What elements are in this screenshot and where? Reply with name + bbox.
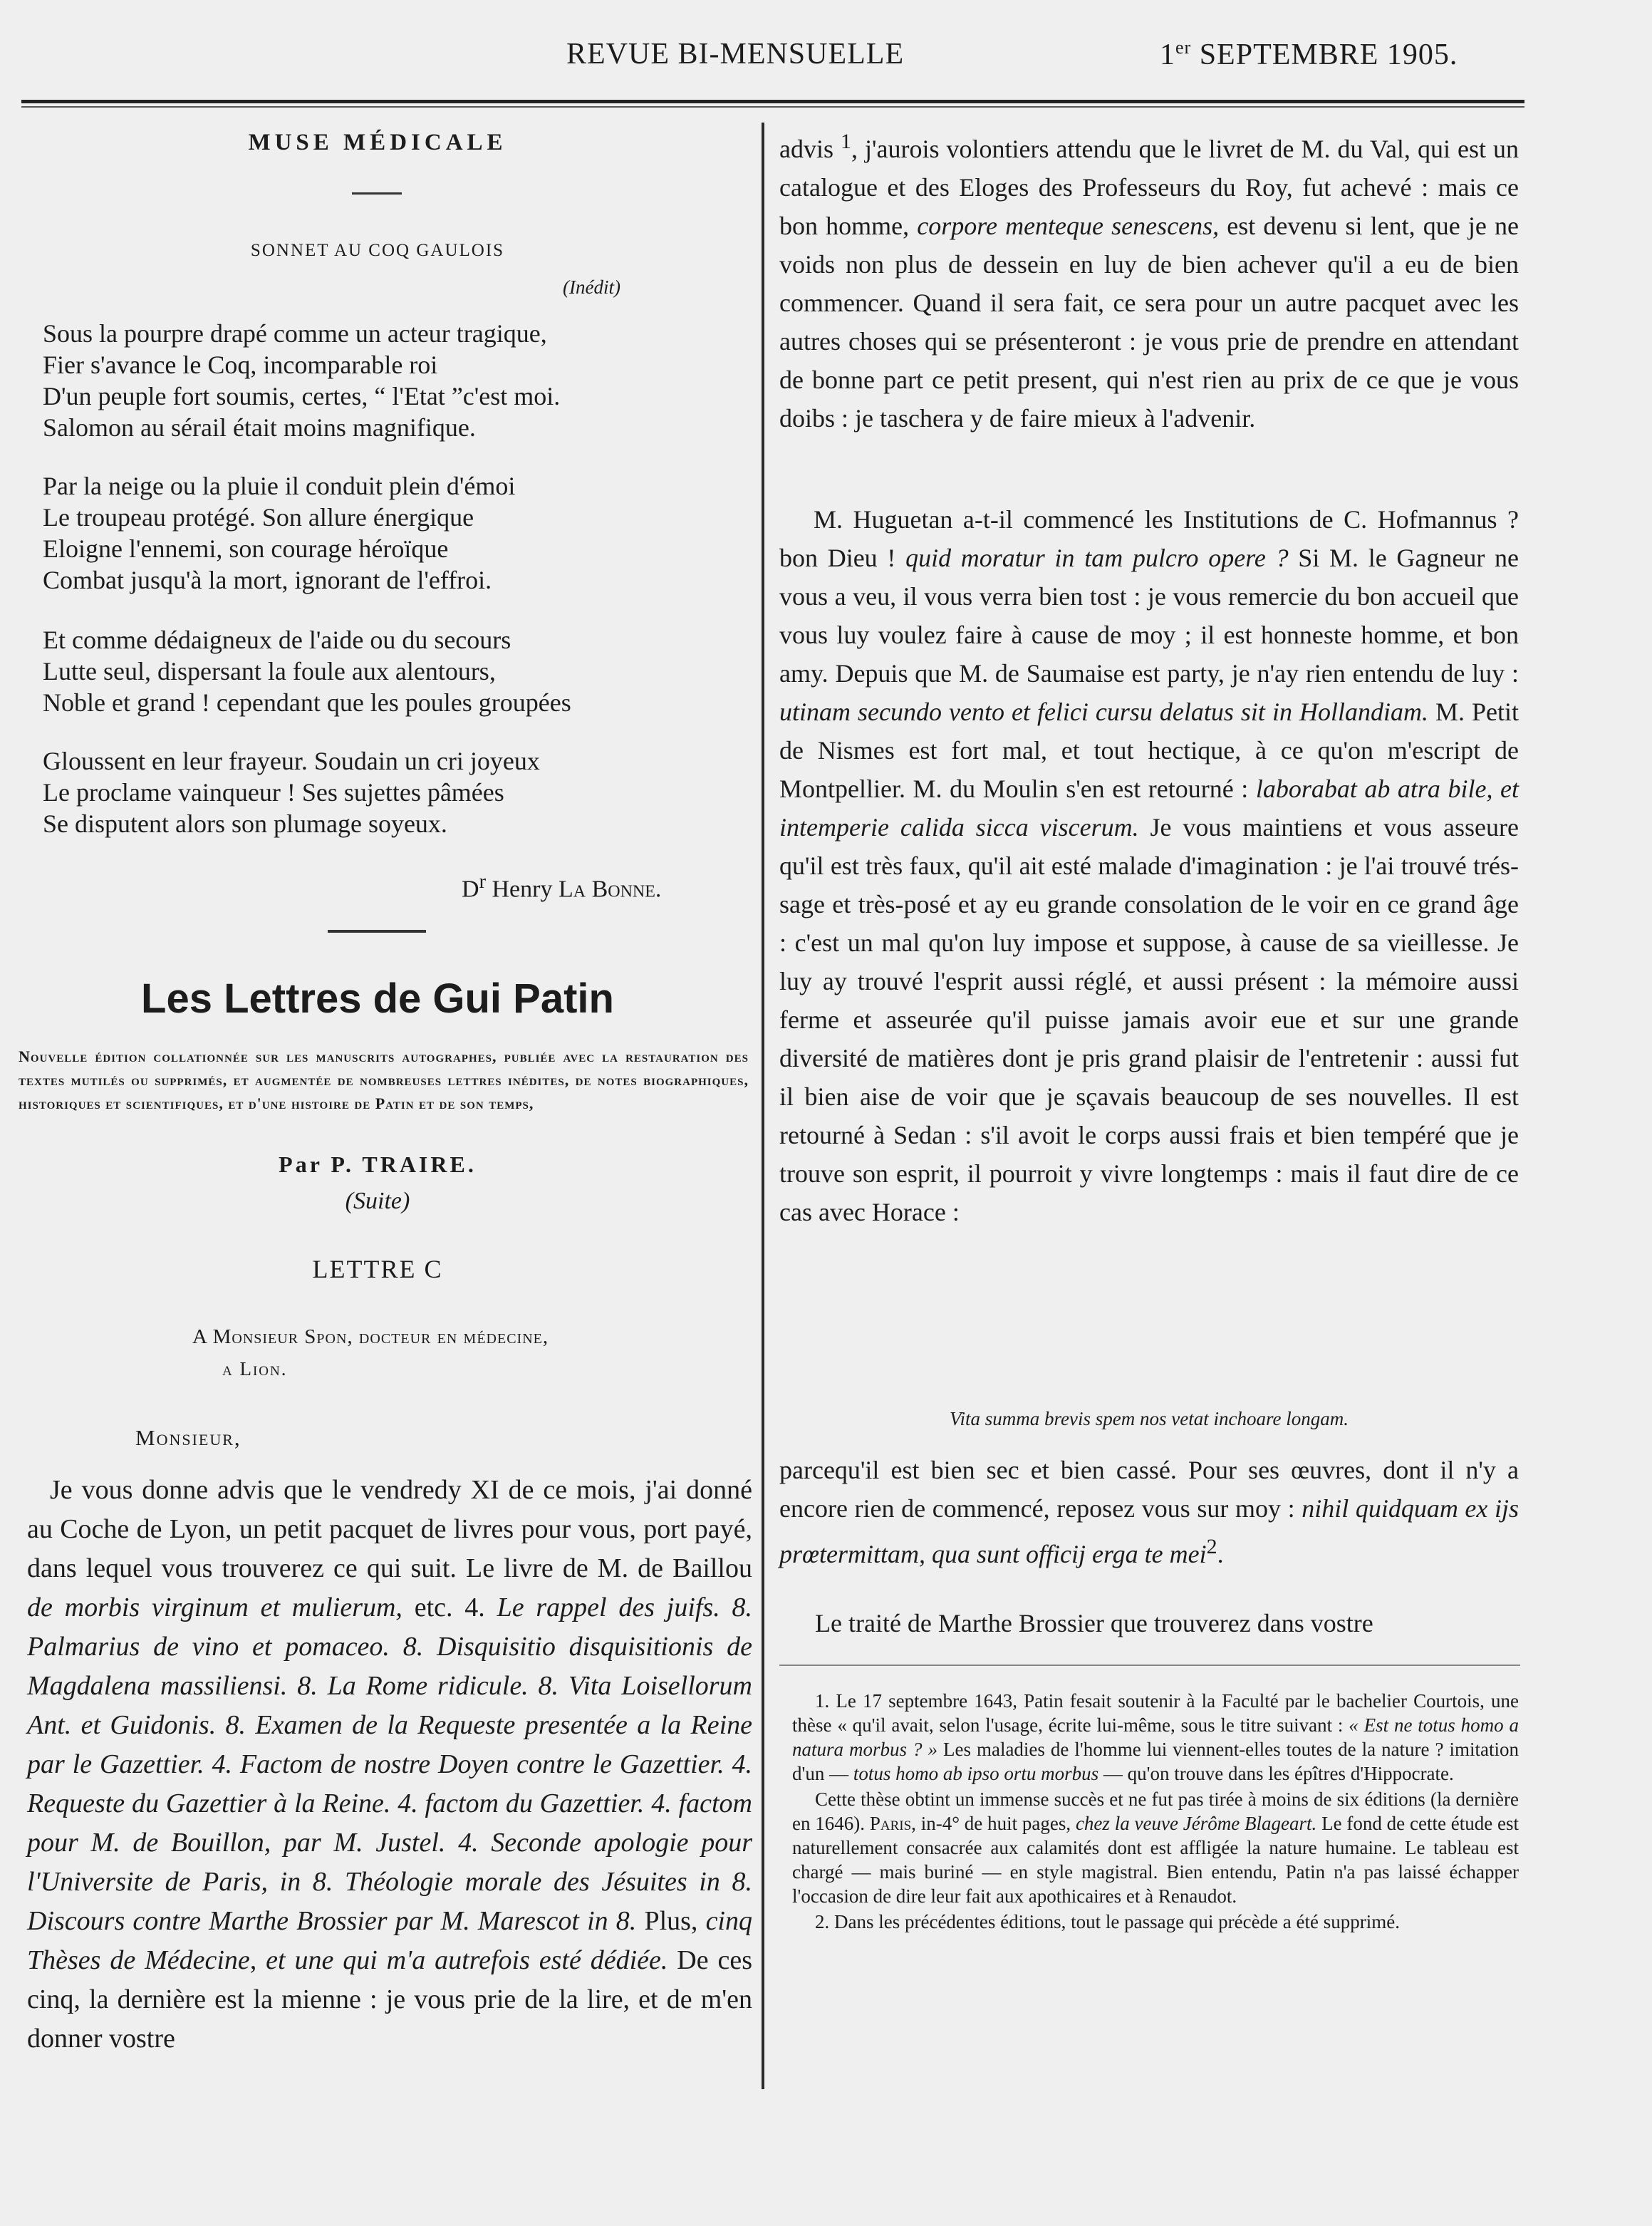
poem-line: Eloigne l'ennemi, son courage héroïque (43, 534, 449, 563)
poem-line: Noble et grand ! cependant que les poules groupées (43, 688, 571, 717)
letter-paragraph: advis $^1$, j'aurois volontiers attendu que le livret de M. du Val, qui est un catalogue et des Eloges des Professeurs du Roy, fut achevé : mais ce bon homme, corpore menteque senescens, est devenu si lent, que je ne voids non plus de dessein en luy de bien achever qu'il a eu de bien commencer. Quand il sera fait, ce sera pour un autre pacquet avec les autres choses qui se présenteront : je vous prie de prendre en attendant de bonne part ce petit present, qui n'est rien au prix de ce que je vous doibs : je taschera y de faire mieux à l'advenir. (779, 130, 1519, 433)
header-rule-thin (21, 106, 1524, 108)
footnote-1-continued: Cette thèse obtint un immense succès et ne fut pas tirée à moins de six éditions (la dernière en 1646). Paris, in-4° de huit pages, chez la veuve Jérôme Blageart. Le fond de cette étude est naturellement consacrée aux calamités dont est affligée la nature humaine. Le tableau est chargé — mais buriné — en style magistral. Bien entendu, Patin n'a pas laissé échapper l'occasion de dire leur fait aux apothicaires et à Renaudot. (792, 1788, 1519, 1907)
poem-line: Le troupeau protégé. Son allure énergique (43, 503, 474, 532)
continuation-note: (Suite) (345, 1188, 410, 1214)
poem-stanza-2 (43, 470, 727, 596)
poem-signature: $D^r$ Henry La Bonne. (462, 871, 662, 903)
poem-line: Le proclame vainqueur ! Ses sujettes pâmées (43, 778, 504, 807)
column-divider (762, 123, 764, 2089)
poem-line: Se disputent alors son plumage soyeux. (43, 809, 447, 838)
poem-line: D'un peuple fort soumis, certes, “ l'Etat ”c'est moi. (43, 382, 561, 410)
section-separator (328, 930, 426, 933)
footnotes (792, 1689, 1519, 1935)
issue-date: 1er SEPTEMBRE 1905. (1160, 37, 1458, 71)
letter-paragraph: M. Huguetan a-t-il commencé les Institutions de C. Hofmannus ? bon Dieu ! quid moratur in tam pulcro opere ? Si M. le Gagneur ne vous a veu, il vous verra bien tost : je vous remercie du bon accueil que vous luy voulez faire à cause de moy ; il est honneste homme, et bon amy. Depuis que M. de Saumaise est party, je n'ay rien entendu de luy : utinam secundo vento et felici cursu delatus sit in Hollandiam. M. Petit de Nismes est fort mal, et tout hectique, à ce qu'on m'escript de Montpellier. M. du Moulin s'en est retourné : laborabat ab atra bile, et intemperie calida sicca viscerum. Je vous maintiens et vous asseure qu'il est très faux, qu'il ait esté malade d'imagination : je l'ai trouvé trés-sage et très-posé et ay eu grande consolation de le voir en ce grand âge : c'est un mal qu'on luy impose et suppose, à cause de sa vieillesse. Je luy ay trouvé l'esprit aussi réglé, et aussi présent : la mémoire aussi ferme et asseurée qu'il puisse jamais avoir eue et sur une grande diversité de matières dont je pris grand plaisir de l'entretenir : aussi fut il bien aise de voir que je sçavais beaucoup de ses nouvelles. Il est retourné à Sedan : s'il avoit le corps aussi frais et bien tempéré que je trouve son esprit, il pourroit y vivre longtemps : mais il faut dire de ce cas avec Horace : (779, 505, 1519, 1226)
running-title: REVUE BI-MENSUELLE (566, 38, 905, 71)
poem-line: Fier s'avance le Coq, incomparable roi (43, 351, 438, 379)
footnote-1: 1. Le 17 septembre 1643, Patin fesait soutenir à la Faculté par le bachelier Courtois, une thèse « qu'il avait, selon l'usage, écrite lui-même, sous le titre suivant : « Est ne totus homo a natura morbus ? » Les maladies de l'homme lui viennent-elles toutes de la nature ? imitation d'un — totus homo ab ipso ortu morbus — qu'on trouve dans les épîtres d'Hippocrate. (792, 1690, 1519, 1784)
poem-line: Salomon au sérail était moins magnifique. (43, 413, 476, 442)
article-author: Par P. TRAIRE. (279, 1151, 477, 1177)
letter-number: LETTRE C (312, 1255, 443, 1283)
inedit-note: (Inédit) (563, 276, 620, 298)
poem-line: Gloussent en leur frayeur. Soudain un cri joyeux (43, 747, 540, 775)
poem-line: Par la neige ou la pluie il conduit plein d'émoi (43, 472, 516, 500)
poem-stanza-3 (43, 624, 727, 718)
ornament-dash (352, 192, 402, 195)
section-heading: MUSE MÉDICALE (248, 130, 507, 155)
letter-paragraph: parcequ'il est bien sec et bien cassé. Pour ses œuvres, dont il n'y a encore rien de commencé, reposez vous sur moy : nihil quidquam ex ijs prœtermittam, qua sunt officij erga te mei$^2$. (779, 1456, 1519, 1568)
poem-stanza-4 (43, 745, 727, 839)
letter-address: A Monsieur Spon, docteur en médecine, (192, 1325, 549, 1348)
letter-address-city: a Lion. (222, 1358, 288, 1379)
poem-line: Et comme dédaigneux de l'aide ou du secours (43, 626, 511, 654)
poem-line: Sous la pourpre drapé comme un acteur tragique, (43, 319, 547, 348)
letter-paragraph: Le traité de Marthe Brossier que trouverez dans vostre (815, 1609, 1373, 1637)
footnote-rule (779, 1665, 1520, 1666)
sonnet-title: SONNET AU COQ GAULOIS (250, 241, 505, 260)
letter-body-left: Je vous donne advis que le vendredy XI de ce mois, j'ai donné au Coche de Lyon, un petit pacquet de livres pour vous, port payé, dans lequel vous trouverez ce qui suit. Le livre de M. de Baillou de morbis virginum et mulierum, etc. 4. Le rappel des juifs. 8. Palmarius de vino et pomaceo. 8. Disquisitio disquisitionis de Magdalena massiliensi. 8. La Rome ridicule. 8. Vita Loisellorum Ant. et Guidonis. 8. Examen de la Requeste presentée a la Reine par le Gazettier. 4. Factom de nostre Doyen contre le Gazettier. 4. Requeste du Gazettier à la Reine. 4. factom du Gazettier. 4. factom pour M. de Bouillon, par M. Justel. 4. Seconde apologie pour l'Universite de Paris, in 8. Théologie morale des Jésuites in 8. Discours contre Marthe Brossier par M. Marescot in 8. Plus, cinq Thèses de Médecine, et une qui m'a autrefois esté dédiée. De ces cinq, la dernière est la mienne : je vous prie de la lire, et de m'en donner vostre (27, 1475, 752, 2054)
poem-line: Combat jusqu'à la mort, ignorant de l'effroi. (43, 566, 492, 594)
latin-quote: Vita summa brevis spem nos vetat inchoare longam. (950, 1408, 1349, 1429)
header-rule (21, 100, 1524, 103)
footnote-2: 2. Dans les précédentes éditions, tout le passage qui précède a été supprimé. (815, 1911, 1400, 1932)
article-subtitle: Nouvelle édition collationnée sur les manuscrits autographes, publiée avec la restauration des textes mutilés ou supprimés, et augmentée de nombreuses lettres inédites, de notes biographiques, historiques et scientifiques, et d'une histoire de Patin et de son temps, (19, 1047, 749, 1112)
article-title: Les Lettres de Gui Patin (141, 975, 614, 1022)
poem-line: Lutte seul, dispersant la foule aux alentours, (43, 657, 496, 685)
poem-stanza-1 (43, 318, 727, 443)
letter-salutation: Monsieur, (135, 1425, 241, 1450)
